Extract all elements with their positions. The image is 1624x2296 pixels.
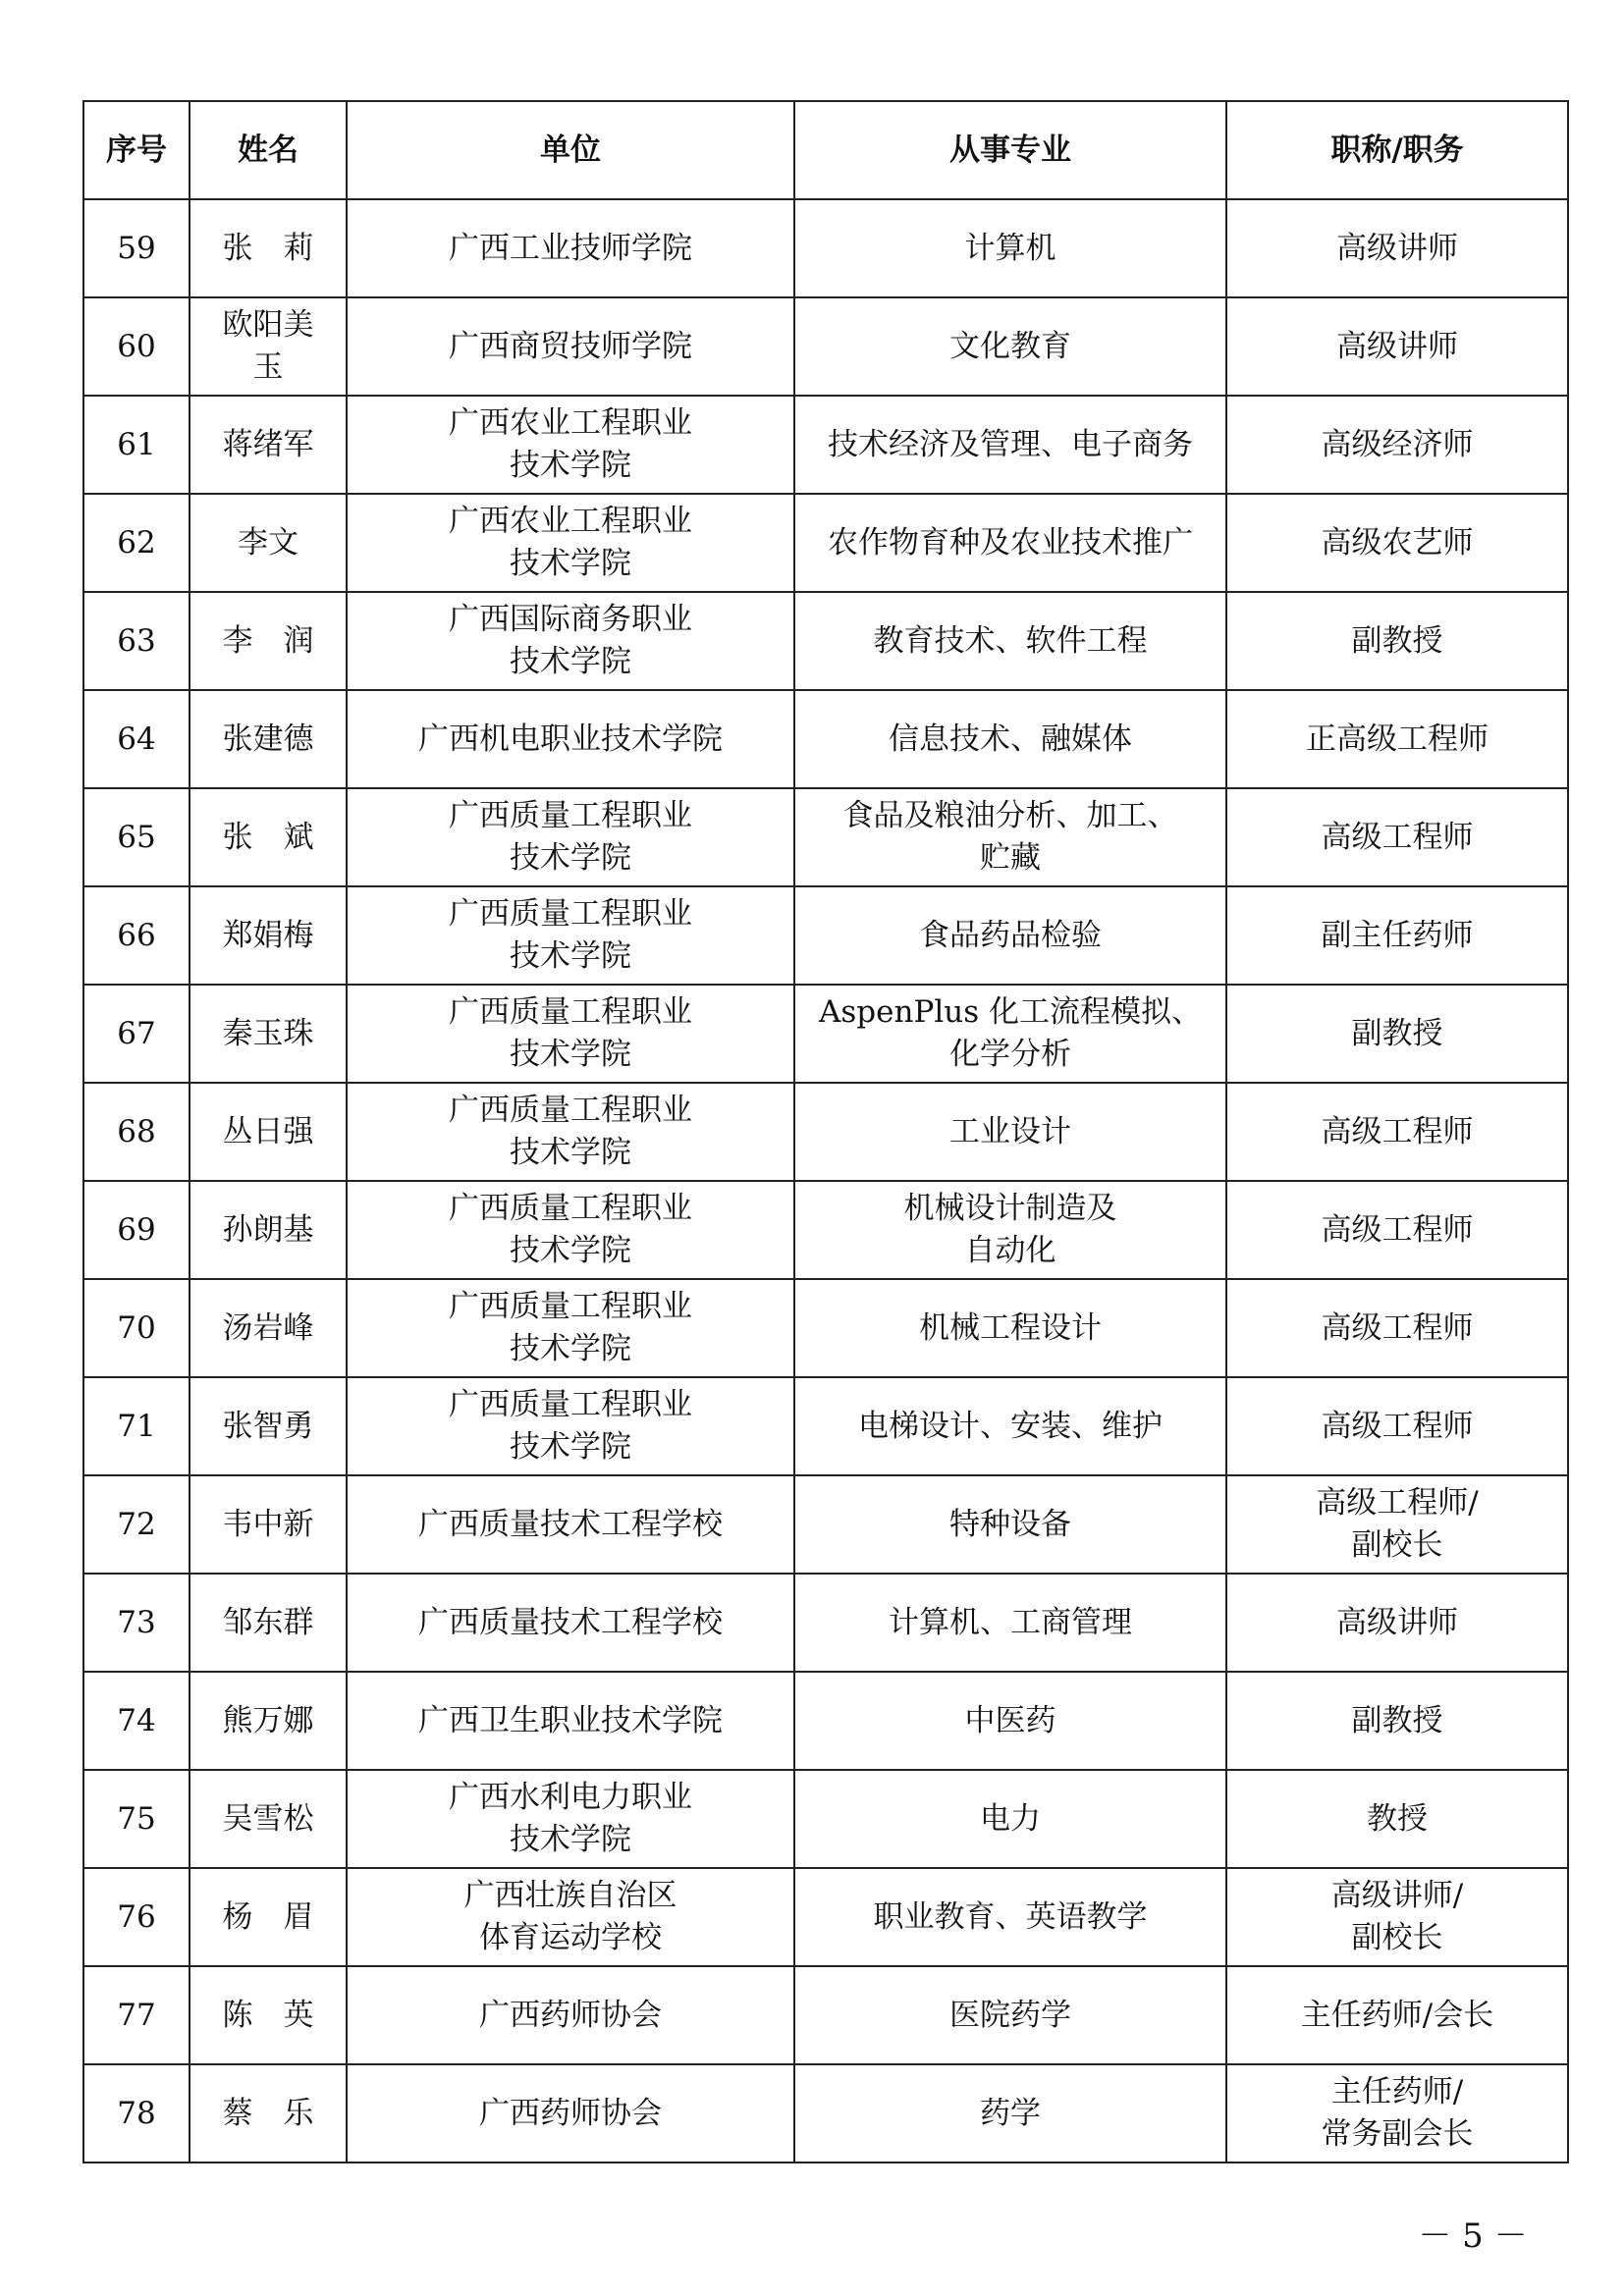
table-row (83, 199, 1568, 297)
cell-unit (347, 1966, 794, 2064)
cell-name (189, 2064, 347, 2163)
cell-name-line: 张 莉 (222, 230, 314, 266)
cell-specialty-line: 文化教育 (949, 328, 1071, 364)
cell-title-position-line: 高级讲师 (1336, 1604, 1458, 1640)
cell-serial-number: 60 (83, 297, 189, 396)
cell-specialty-line: 电梯设计、安装、维护 (858, 1408, 1163, 1444)
cell-title-position-line: 高级工程师 (1321, 1113, 1474, 1149)
cell-name (189, 690, 347, 788)
cell-unit-line: 技术学院 (510, 1037, 631, 1072)
cell-title-position (1226, 1181, 1568, 1279)
table-row (83, 1672, 1568, 1770)
cell-name (189, 1672, 347, 1770)
cell-specialty (794, 1672, 1226, 1770)
cell-serial-number: 62 (83, 494, 189, 592)
cell-unit-line: 广西质量工程职业 (449, 994, 692, 1030)
table-row (83, 396, 1568, 494)
cell-title-position-line: 高级讲师 (1336, 230, 1458, 266)
cell-specialty (794, 788, 1226, 886)
cell-serial-number: 72 (83, 1475, 189, 1574)
cell-specialty-line: 化学分析 (949, 1037, 1071, 1072)
cell-unit-line: 广西质量技术工程学校 (418, 1604, 723, 1640)
cell-unit-line: 体育运动学校 (479, 1920, 662, 1955)
cell-title-position-line: 高级工程师 (1321, 1211, 1474, 1248)
cell-serial-number: 77 (83, 1966, 189, 2064)
header-unit: 单位 (347, 101, 794, 199)
cell-specialty (794, 690, 1226, 788)
cell-specialty (794, 1083, 1226, 1181)
cell-unit-line: 技术学院 (510, 1233, 631, 1268)
cell-specialty-line: 食品药品检验 (919, 917, 1102, 953)
cell-name (189, 1279, 347, 1377)
cell-name-line: 吴雪松 (222, 1800, 314, 1837)
cell-unit-line: 广西农业工程职业 (449, 405, 692, 441)
cell-specialty-line: 中医药 (964, 1702, 1056, 1738)
cell-unit-line: 广西质量工程职业 (449, 1289, 692, 1324)
cell-unit (347, 985, 794, 1083)
cell-specialty (794, 592, 1226, 690)
cell-unit-line: 技术学院 (510, 1331, 631, 1366)
cell-unit-line: 广西国际商务职业 (449, 602, 692, 637)
cell-name (189, 1475, 347, 1574)
cell-specialty (794, 396, 1226, 494)
table-row (83, 1770, 1568, 1868)
cell-specialty (794, 1574, 1226, 1672)
cell-name (189, 788, 347, 886)
cell-name-line: 欧阳美 (222, 307, 314, 343)
cell-name-line: 丛日强 (222, 1113, 314, 1149)
cell-unit-line: 技术学院 (510, 546, 631, 581)
cell-title-position-line: 高级工程师/ (1316, 1485, 1479, 1521)
table-row (83, 1868, 1568, 1966)
cell-name (189, 199, 347, 297)
cell-serial-number: 63 (83, 592, 189, 690)
cell-specialty-line: 医院药学 (949, 1997, 1071, 2033)
cell-unit (347, 1868, 794, 1966)
cell-unit-line: 广西质量工程职业 (449, 1093, 692, 1128)
cell-title-position (1226, 1279, 1568, 1377)
page-number: － 5 － (1418, 2216, 1528, 2256)
cell-serial-number: 64 (83, 690, 189, 788)
cell-title-position (1226, 1966, 1568, 2064)
header-serial-number: 序号 (83, 101, 189, 199)
cell-specialty (794, 1181, 1226, 1279)
cell-serial-number: 71 (83, 1377, 189, 1475)
cell-unit-line: 技术学院 (510, 644, 631, 679)
cell-name-line: 秦玉珠 (222, 1015, 314, 1051)
cell-unit-line: 广西质量工程职业 (449, 1387, 692, 1422)
table-row (83, 1475, 1568, 1574)
cell-unit-line: 广西壮族自治区 (463, 1878, 677, 1913)
cell-specialty (794, 297, 1226, 396)
header-specialty: 从事专业 (794, 101, 1226, 199)
cell-specialty-line: 机械设计制造及 (903, 1191, 1117, 1226)
cell-specialty (794, 494, 1226, 592)
cell-unit-line: 技术学院 (510, 1822, 631, 1857)
cell-unit-line: 技术学院 (510, 840, 631, 876)
cell-unit-line: 广西药师协会 (479, 1997, 662, 2033)
cell-specialty-line: 职业教育、英语教学 (873, 1898, 1148, 1935)
cell-name (189, 396, 347, 494)
cell-unit (347, 1770, 794, 1868)
cell-title-position-line: 教授 (1367, 1800, 1428, 1837)
cell-name (189, 1868, 347, 1966)
cell-specialty (794, 1279, 1226, 1377)
cell-serial-number: 75 (83, 1770, 189, 1868)
cell-serial-number: 65 (83, 788, 189, 886)
cell-specialty (794, 199, 1226, 297)
cell-specialty (794, 1770, 1226, 1868)
cell-title-position (1226, 1475, 1568, 1574)
cell-unit-line: 广西水利电力职业 (449, 1780, 692, 1815)
cell-specialty-line: 工业设计 (949, 1113, 1071, 1149)
header-title-position: 职称/职务 (1226, 101, 1568, 199)
cell-unit (347, 886, 794, 985)
cell-serial-number: 61 (83, 396, 189, 494)
cell-title-position (1226, 788, 1568, 886)
cell-specialty (794, 2064, 1226, 2163)
table-row (83, 788, 1568, 886)
cell-specialty-line: 计算机、工商管理 (889, 1604, 1132, 1640)
cell-unit (347, 1279, 794, 1377)
table-row (83, 1181, 1568, 1279)
cell-name-line: 蒋绪军 (222, 426, 314, 462)
cell-unit-line: 广西卫生职业技术学院 (418, 1702, 723, 1738)
cell-specialty-line: 教育技术、软件工程 (873, 622, 1148, 659)
cell-unit (347, 592, 794, 690)
table-body (83, 199, 1568, 2163)
cell-serial-number: 59 (83, 199, 189, 297)
cell-name (189, 886, 347, 985)
cell-specialty-line: 贮藏 (980, 840, 1041, 876)
cell-title-position-line: 副教授 (1351, 622, 1443, 659)
cell-title-position (1226, 1083, 1568, 1181)
cell-title-position-line: 主任药师/ (1330, 2074, 1464, 2109)
cell-unit (347, 494, 794, 592)
cell-specialty-line: 自动化 (964, 1233, 1056, 1268)
cell-name-line: 张建德 (222, 721, 314, 757)
table-row (83, 297, 1568, 396)
cell-title-position-line: 高级讲师/ (1330, 1878, 1464, 1913)
cell-name (189, 297, 347, 396)
cell-title-position (1226, 2064, 1568, 2163)
cell-title-position-line: 高级工程师 (1321, 1408, 1474, 1444)
cell-specialty (794, 1966, 1226, 2064)
cell-specialty-line: 农作物育种及农业技术推广 (828, 524, 1193, 561)
cell-serial-number: 70 (83, 1279, 189, 1377)
cell-serial-number: 66 (83, 886, 189, 985)
cell-title-position (1226, 1868, 1568, 1966)
table-row (83, 690, 1568, 788)
cell-name-line: 李 润 (222, 622, 314, 659)
cell-unit-line: 广西机电职业技术学院 (418, 721, 723, 757)
cell-title-position-line: 正高级工程师 (1306, 721, 1489, 757)
cell-specialty-line: 特种设备 (949, 1506, 1071, 1542)
cell-unit-line: 技术学院 (510, 938, 631, 974)
table-row (83, 1574, 1568, 1672)
cell-title-position (1226, 1770, 1568, 1868)
cell-title-position-line: 高级工程师 (1321, 1309, 1474, 1346)
cell-title-position (1226, 690, 1568, 788)
cell-name (189, 1770, 347, 1868)
cell-name-line: 韦中新 (222, 1506, 314, 1542)
cell-unit (347, 2064, 794, 2163)
table-row (83, 1966, 1568, 2064)
cell-title-position-line: 高级经济师 (1321, 426, 1474, 462)
cell-title-position (1226, 1574, 1568, 1672)
cell-title-position-line: 主任药师/会长 (1300, 1997, 1494, 2033)
cell-name (189, 1181, 347, 1279)
cell-title-position (1226, 1672, 1568, 1770)
cell-unit-line: 广西质量工程职业 (449, 1191, 692, 1226)
cell-name (189, 592, 347, 690)
cell-serial-number: 67 (83, 985, 189, 1083)
cell-title-position (1226, 1377, 1568, 1475)
cell-name-line: 陈 英 (222, 1997, 314, 2033)
cell-unit-line: 广西药师协会 (479, 2095, 662, 2131)
cell-specialty (794, 1377, 1226, 1475)
cell-unit (347, 1574, 794, 1672)
table-row (83, 494, 1568, 592)
cell-title-position-line: 高级讲师 (1336, 328, 1458, 364)
cell-name-line: 玉 (252, 349, 284, 385)
table-header-row (83, 101, 1568, 199)
cell-unit (347, 1377, 794, 1475)
cell-name (189, 1083, 347, 1181)
cell-name-line: 熊万娜 (222, 1702, 314, 1738)
cell-unit-line: 广西工业技师学院 (449, 230, 692, 266)
cell-specialty (794, 1475, 1226, 1574)
cell-unit (347, 1475, 794, 1574)
cell-serial-number: 69 (83, 1181, 189, 1279)
cell-name-line: 郑娟梅 (222, 917, 314, 953)
cell-unit (347, 788, 794, 886)
cell-name-line: 杨 眉 (222, 1898, 314, 1935)
cell-title-position-line: 高级工程师 (1321, 819, 1474, 855)
cell-specialty (794, 1868, 1226, 1966)
cell-title-position (1226, 199, 1568, 297)
cell-title-position-line: 副校长 (1351, 1527, 1443, 1563)
cell-serial-number: 76 (83, 1868, 189, 1966)
cell-title-position-line: 副教授 (1351, 1702, 1443, 1738)
cell-name (189, 1377, 347, 1475)
cell-serial-number: 74 (83, 1672, 189, 1770)
cell-title-position-line: 高级农艺师 (1321, 524, 1474, 561)
cell-specialty-line: 药学 (980, 2095, 1041, 2131)
cell-specialty-line: 机械工程设计 (919, 1309, 1102, 1346)
cell-title-position (1226, 494, 1568, 592)
cell-name (189, 1574, 347, 1672)
cell-unit-line: 技术学院 (510, 448, 631, 483)
cell-unit (347, 1672, 794, 1770)
cell-name-line: 汤岩峰 (222, 1309, 314, 1346)
cell-unit-line: 广西质量工程职业 (449, 896, 692, 932)
cell-name (189, 1966, 347, 2064)
cell-unit (347, 690, 794, 788)
cell-unit (347, 1083, 794, 1181)
cell-unit-line: 广西质量工程职业 (449, 798, 692, 833)
table-row (83, 1279, 1568, 1377)
cell-specialty (794, 886, 1226, 985)
cell-unit (347, 297, 794, 396)
cell-unit-line: 广西农业工程职业 (449, 504, 692, 539)
cell-name-line: 孙朗基 (222, 1211, 314, 1248)
header-name: 姓名 (189, 101, 347, 199)
cell-name-line: 张智勇 (222, 1408, 314, 1444)
cell-specialty-line: 计算机 (964, 230, 1056, 266)
table-row (83, 592, 1568, 690)
cell-unit (347, 396, 794, 494)
cell-title-position-line: 副教授 (1351, 1015, 1443, 1051)
table-row (83, 985, 1568, 1083)
cell-unit-line: 广西商贸技师学院 (449, 328, 692, 364)
cell-specialty-line: AspenPlus 化工流程模拟、 (819, 994, 1202, 1030)
table-row (83, 2064, 1568, 2163)
cell-unit-line: 技术学院 (510, 1429, 631, 1465)
cell-specialty-line: 信息技术、融媒体 (889, 721, 1132, 757)
cell-title-position (1226, 985, 1568, 1083)
cell-name-line: 张 斌 (222, 819, 314, 855)
table-row (83, 1377, 1568, 1475)
cell-specialty (794, 985, 1226, 1083)
cell-name (189, 985, 347, 1083)
cell-title-position (1226, 297, 1568, 396)
cell-title-position (1226, 886, 1568, 985)
cell-title-position-line: 副主任药师 (1321, 917, 1474, 953)
cell-title-position-line: 常务副会长 (1321, 2116, 1474, 2152)
expert-roster-table (82, 100, 1569, 2163)
cell-unit-line: 广西质量技术工程学校 (418, 1506, 723, 1542)
cell-unit-line: 技术学院 (510, 1135, 631, 1170)
cell-name-line: 蔡 乐 (222, 2095, 314, 2131)
cell-serial-number: 68 (83, 1083, 189, 1181)
cell-specialty-line: 食品及粮油分析、加工、 (842, 798, 1178, 833)
table-row (83, 1083, 1568, 1181)
cell-title-position-line: 副校长 (1351, 1920, 1443, 1955)
cell-name (189, 494, 347, 592)
cell-serial-number: 73 (83, 1574, 189, 1672)
cell-specialty-line: 电力 (980, 1800, 1041, 1837)
cell-title-position (1226, 396, 1568, 494)
cell-unit (347, 199, 794, 297)
cell-unit (347, 1181, 794, 1279)
cell-title-position (1226, 592, 1568, 690)
cell-name-line: 邹东群 (222, 1604, 314, 1640)
table-row (83, 886, 1568, 985)
cell-name-line: 李文 (238, 524, 298, 561)
cell-specialty-line: 技术经济及管理、电子商务 (828, 426, 1193, 462)
cell-serial-number: 78 (83, 2064, 189, 2163)
